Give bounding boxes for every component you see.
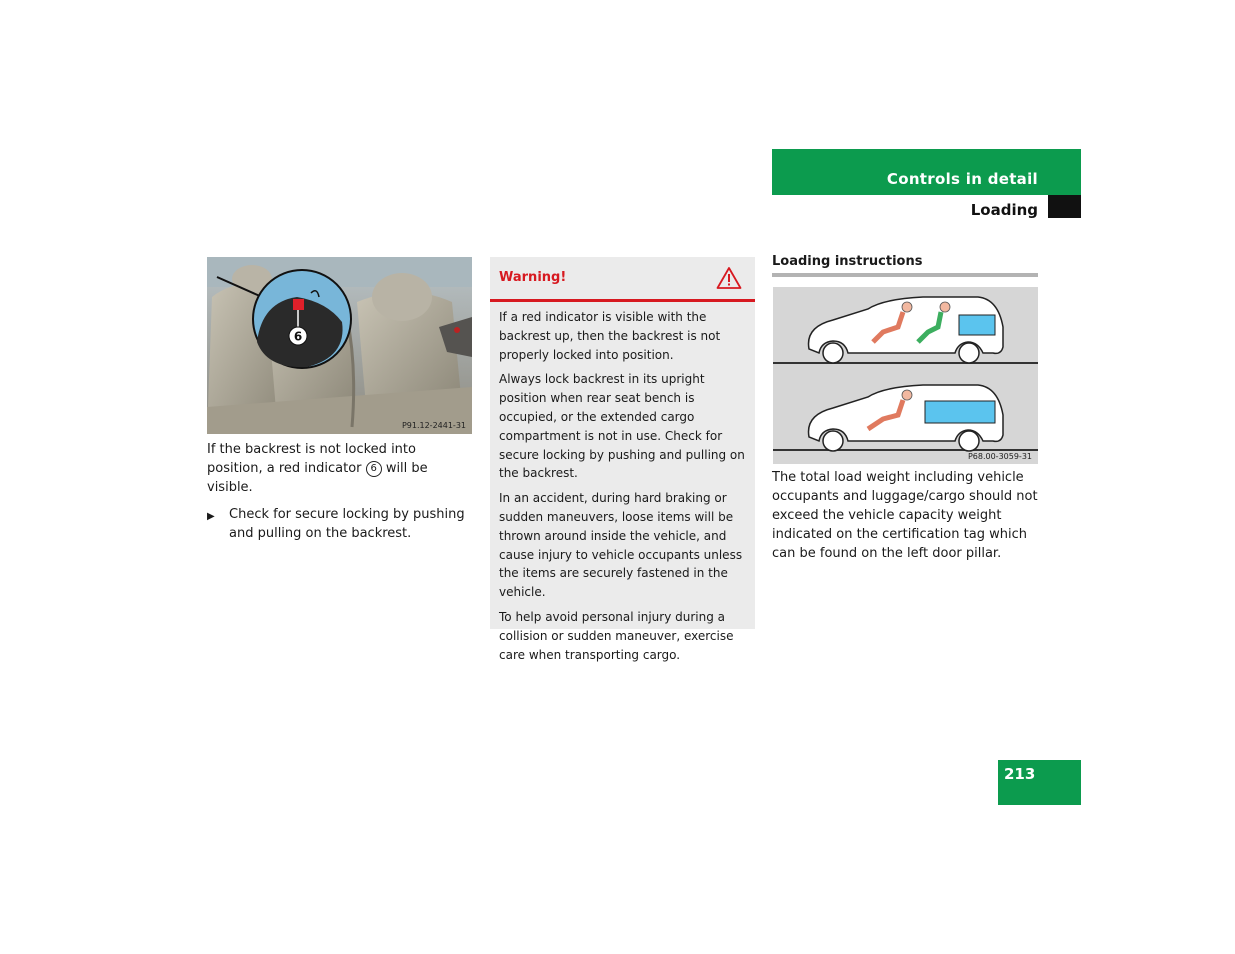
bullet-arrow-icon: ▶ xyxy=(207,511,215,522)
loading-diagram xyxy=(773,287,1038,464)
rear-seat-photo xyxy=(207,257,472,434)
heading-underline xyxy=(772,273,1038,277)
right-column-text xyxy=(772,468,1040,563)
bullet-text: Check for secure locking by pushing and pulling on the backrest. xyxy=(229,507,465,541)
header-section-tab xyxy=(772,149,1081,195)
warning-header xyxy=(490,257,755,302)
indicator-number-badge: 6 xyxy=(366,461,382,477)
subsection-title: Loading xyxy=(970,201,1038,219)
figure-code: P91.12-2441-31 xyxy=(401,421,466,430)
diagram-figure-code: P68.00-3059-31 xyxy=(967,452,1032,461)
section-heading: Loading instructions xyxy=(772,254,923,269)
page-number: 213 xyxy=(1004,765,1036,783)
left-column-text xyxy=(207,440,473,543)
section-title: Controls in detail xyxy=(886,170,1038,188)
load-weight-paragraph: The total load weight including vehicle occupants and luggage/cargo should not exceed the vehicle capacity weight indicated on the certification tag which can be found on the left door pillar. xyxy=(772,470,1038,561)
red-indicator-icon xyxy=(293,299,304,310)
warning-paragraph: If a red indicator is visible with the backrest up, then the backrest is not properly locked into position. xyxy=(499,310,721,362)
page-number-tab xyxy=(998,760,1081,805)
paragraph-text-start: If the backrest is not locked into position, a red indicator xyxy=(207,442,416,476)
warning-paragraph: To help avoid personal injury during a collision or sudden maneuver, exercise care when transporting cargo. xyxy=(499,609,734,662)
warning-triangle-icon xyxy=(716,266,742,290)
paragraph-text-end: will be visible. xyxy=(207,461,428,495)
backrest-paragraph xyxy=(207,440,473,497)
rear-seat-illustration xyxy=(207,257,472,434)
instruction-bullet xyxy=(207,505,473,543)
warning-box xyxy=(490,257,755,662)
header-marker-block xyxy=(1048,195,1081,218)
warning-title: Warning! xyxy=(499,270,567,285)
warning-paragraph: Always lock backrest in its upright position when rear seat bench is occupied, or the extended cargo compartment is not in use. Check for secure locking by pushing and pulling on the backrest. xyxy=(499,372,745,481)
vehicle-loading-illustration xyxy=(773,287,1038,464)
callout-number: 6 xyxy=(293,329,303,344)
warning-paragraph: In an accident, during hard braking or sudden maneuvers, loose items will be thrown around inside the vehicle, and cause injury to vehicle occupants unless the items are securely fastened in the vehicle. xyxy=(499,491,743,600)
warning-body xyxy=(499,308,749,670)
header-subsection-bar xyxy=(772,195,1048,218)
